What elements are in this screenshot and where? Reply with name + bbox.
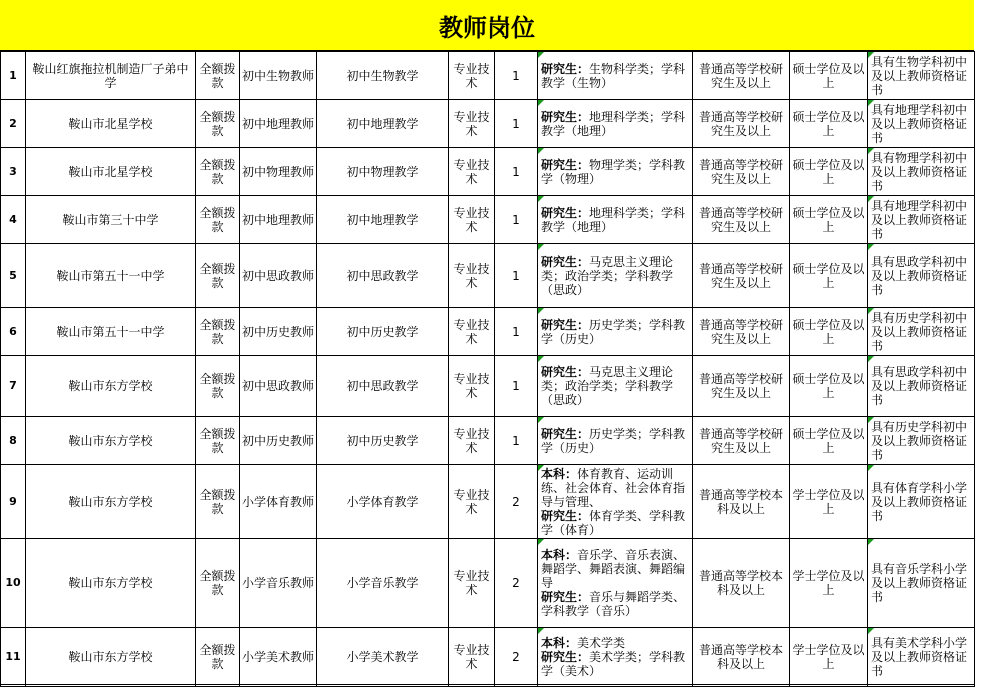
- post-cell: 小学美术教师: [240, 628, 317, 687]
- post-cell: 初中地理教师: [240, 196, 317, 244]
- subject-cell: 初中生物教学: [317, 52, 449, 100]
- count-cell: 1: [495, 100, 538, 148]
- certificate-cell: 具有地理学科初中及以上教师资格证书: [868, 100, 975, 148]
- table-row: [1, 539, 975, 628]
- certificate-cell: 具有历史学科初中及以上教师资格证书: [868, 308, 975, 356]
- degree-cell: 硕士学位及以上: [790, 356, 868, 417]
- funding-cell: 全额拨款: [196, 539, 240, 628]
- major-list: 生物科学类；学科教学（生物）: [541, 61, 686, 90]
- education-cell: 普通高等学校研究生及以上: [693, 308, 790, 356]
- degree-cell: 硕士学位及以上: [790, 417, 868, 465]
- degree-level-label: 研究生：: [541, 205, 590, 220]
- education-cell: 普通高等学校研究生及以上: [693, 100, 790, 148]
- count-cell: 2: [495, 465, 538, 539]
- certificate-cell: 具有思政学科初中及以上教师资格证书: [868, 356, 975, 417]
- row-number: 6: [1, 308, 26, 356]
- count-cell: 1: [495, 52, 538, 100]
- funding-cell: 全额拨款: [196, 148, 240, 196]
- subject-cell: 初中历史教学: [317, 308, 449, 356]
- funding-cell: 全额拨款: [196, 465, 240, 539]
- major-requirement-cell: [538, 356, 693, 417]
- education-cell: 普通高等学校研究生及以上: [693, 417, 790, 465]
- major-list: 地理科学类；学科教学（地理）: [541, 109, 686, 138]
- school-cell: 鞍山市东方学校: [26, 356, 196, 417]
- count-cell: 1: [495, 196, 538, 244]
- subject-cell: 初中地理教学: [317, 100, 449, 148]
- education-cell: 普通高等学校研究生及以上: [693, 244, 790, 308]
- funding-cell: 全额拨款: [196, 100, 240, 148]
- major-requirement-cell: [538, 465, 693, 539]
- degree-level-label: 研究生：: [541, 590, 590, 604]
- funding-cell: 全额拨款: [196, 308, 240, 356]
- major-list: 历史学类；学科教学（历史）: [541, 317, 686, 346]
- major-list: 物理学类；学科教学（物理）: [541, 157, 686, 186]
- education-cell: 普通高等学校研究生及以上: [693, 356, 790, 417]
- funding-cell: 全额拨款: [196, 244, 240, 308]
- funding-cell: 全额拨款: [196, 628, 240, 687]
- degree-level-label: 本科：: [541, 636, 578, 650]
- row-number: 4: [1, 196, 26, 244]
- sheet-title: 教师岗位: [0, 0, 974, 51]
- post-cell: 小学音乐教师: [240, 539, 317, 628]
- post-type-cell: 专业技术: [449, 244, 495, 308]
- post-cell: 初中思政教师: [240, 356, 317, 417]
- count-cell: 1: [495, 356, 538, 417]
- certificate-cell: 具有地理学科初中及以上教师资格证书: [868, 196, 975, 244]
- education-cell: 普通高等学校研究生及以上: [693, 148, 790, 196]
- funding-cell: 全额拨款: [196, 196, 240, 244]
- post-type-cell: 专业技术: [449, 465, 495, 539]
- subject-cell: 初中思政教学: [317, 244, 449, 308]
- degree-level-label: 研究生：: [541, 157, 590, 172]
- table-row: [1, 628, 975, 687]
- education-cell: 普通高等学校本科及以上: [693, 539, 790, 628]
- row-number: 11: [1, 628, 26, 687]
- post-type-cell: 专业技术: [449, 356, 495, 417]
- school-cell: 鞍山市东方学校: [26, 539, 196, 628]
- major-requirement-cell: [538, 628, 693, 687]
- degree-cell: 学士学位及以上: [790, 628, 868, 687]
- school-cell: 鞍山市东方学校: [26, 628, 196, 687]
- next-row-edge: [0, 684, 974, 689]
- count-cell: 1: [495, 244, 538, 308]
- post-type-cell: 专业技术: [449, 52, 495, 100]
- major-requirement-cell: [538, 52, 693, 100]
- degree-level-label: 研究生：: [541, 426, 590, 441]
- post-cell: 小学体育教师: [240, 465, 317, 539]
- subject-cell: 初中地理教学: [317, 196, 449, 244]
- school-cell: 鞍山市第三十中学: [26, 196, 196, 244]
- table-row: [1, 465, 975, 539]
- school-cell: 鞍山市东方学校: [26, 417, 196, 465]
- post-cell: 初中历史教师: [240, 308, 317, 356]
- education-cell: 普通高等学校本科及以上: [693, 465, 790, 539]
- table-row: [1, 244, 975, 308]
- table-row: [1, 356, 975, 417]
- row-number: 3: [1, 148, 26, 196]
- certificate-cell: 具有美术学科小学及以上教师资格证书: [868, 628, 975, 687]
- major-list: 体育教育、运动训练、社会体育、社会体育指导与管理、: [541, 466, 686, 509]
- subject-cell: 初中物理教学: [317, 148, 449, 196]
- post-type-cell: 专业技术: [449, 628, 495, 687]
- degree-cell: 硕士学位及以上: [790, 308, 868, 356]
- post-cell: 初中生物教师: [240, 52, 317, 100]
- certificate-cell: 具有音乐学科小学及以上教师资格证书: [868, 539, 975, 628]
- school-cell: 鞍山市北星学校: [26, 148, 196, 196]
- degree-level-label: 研究生：: [541, 61, 590, 76]
- count-cell: 1: [495, 417, 538, 465]
- school-cell: 鞍山市第五十一中学: [26, 308, 196, 356]
- funding-cell: 全额拨款: [196, 356, 240, 417]
- row-number: 7: [1, 356, 26, 417]
- major-list: 音乐与舞蹈学类、学科教学（音乐）: [541, 590, 686, 618]
- certificate-cell: 具有思政学科初中及以上教师资格证书: [868, 244, 975, 308]
- table-row: [1, 52, 975, 100]
- positions-table: [0, 51, 975, 687]
- table-row: [1, 308, 975, 356]
- certificate-cell: 具有生物学科初中及以上教师资格证书: [868, 52, 975, 100]
- post-cell: 初中历史教师: [240, 417, 317, 465]
- degree-level-label: 研究生：: [541, 109, 590, 124]
- count-cell: 1: [495, 308, 538, 356]
- education-cell: 普通高等学校研究生及以上: [693, 52, 790, 100]
- funding-cell: 全额拨款: [196, 417, 240, 465]
- degree-level-label: 研究生：: [541, 508, 590, 523]
- post-cell: 初中物理教师: [240, 148, 317, 196]
- post-type-cell: 专业技术: [449, 539, 495, 628]
- table-row: [1, 196, 975, 244]
- degree-cell: 硕士学位及以上: [790, 52, 868, 100]
- row-number: 5: [1, 244, 26, 308]
- school-cell: 鞍山红旗拖拉机制造厂子弟中学: [26, 52, 196, 100]
- school-cell: 鞍山市东方学校: [26, 465, 196, 539]
- post-type-cell: 专业技术: [449, 417, 495, 465]
- major-requirement-cell: [538, 148, 693, 196]
- count-cell: 2: [495, 628, 538, 687]
- post-type-cell: 专业技术: [449, 308, 495, 356]
- major-requirement-cell: [538, 539, 693, 628]
- row-number: 2: [1, 100, 26, 148]
- major-requirement-cell: [538, 308, 693, 356]
- degree-level-label: 本科：: [541, 548, 578, 562]
- row-number: 9: [1, 465, 26, 539]
- major-list: 地理科学类；学科教学（地理）: [541, 205, 686, 234]
- post-cell: 初中地理教师: [240, 100, 317, 148]
- major-list: 美术学类；学科教学（美术）: [541, 650, 686, 678]
- degree-cell: 学士学位及以上: [790, 539, 868, 628]
- row-number: 10: [1, 539, 26, 628]
- table-row: [1, 148, 975, 196]
- certificate-cell: 具有历史学科初中及以上教师资格证书: [868, 417, 975, 465]
- certificate-cell: 具有体育学科小学及以上教师资格证书: [868, 465, 975, 539]
- degree-cell: 学士学位及以上: [790, 465, 868, 539]
- post-type-cell: 专业技术: [449, 148, 495, 196]
- subject-cell: 小学音乐教学: [317, 539, 449, 628]
- school-cell: 鞍山市第五十一中学: [26, 244, 196, 308]
- major-list: 美术学类: [577, 636, 626, 650]
- major-requirement-cell: [538, 100, 693, 148]
- degree-level-label: 研究生：: [541, 254, 590, 269]
- row-number: 8: [1, 417, 26, 465]
- table-row: [1, 417, 975, 465]
- school-cell: 鞍山市北星学校: [26, 100, 196, 148]
- subject-cell: 初中思政教学: [317, 356, 449, 417]
- post-cell: 初中思政教师: [240, 244, 317, 308]
- major-list: 历史学类；学科教学（历史）: [541, 426, 686, 455]
- subject-cell: 初中历史教学: [317, 417, 449, 465]
- education-cell: 普通高等学校研究生及以上: [693, 196, 790, 244]
- major-requirement-cell: [538, 244, 693, 308]
- degree-cell: 硕士学位及以上: [790, 244, 868, 308]
- subject-cell: 小学体育教学: [317, 465, 449, 539]
- degree-level-label: 研究生：: [541, 650, 590, 664]
- certificate-cell: 具有物理学科初中及以上教师资格证书: [868, 148, 975, 196]
- degree-level-label: 本科：: [541, 466, 578, 481]
- funding-cell: 全额拨款: [196, 52, 240, 100]
- post-type-cell: 专业技术: [449, 196, 495, 244]
- major-requirement-cell: [538, 417, 693, 465]
- degree-cell: 硕士学位及以上: [790, 100, 868, 148]
- major-list: 体育学类、学科教学（体育）: [541, 508, 686, 537]
- education-cell: 普通高等学校本科及以上: [693, 628, 790, 687]
- degree-level-label: 研究生：: [541, 365, 590, 379]
- major-requirement-cell: [538, 196, 693, 244]
- table-row: [1, 100, 975, 148]
- major-list: 音乐学、音乐表演、舞蹈学、舞蹈表演、舞蹈编导: [541, 548, 686, 590]
- count-cell: 2: [495, 539, 538, 628]
- subject-cell: 小学美术教学: [317, 628, 449, 687]
- count-cell: 1: [495, 148, 538, 196]
- major-list: 马克思主义理论类；政治学类；学科教学（思政）: [541, 254, 674, 297]
- row-number: 1: [1, 52, 26, 100]
- degree-level-label: 研究生：: [541, 317, 590, 332]
- degree-cell: 硕士学位及以上: [790, 148, 868, 196]
- post-type-cell: 专业技术: [449, 100, 495, 148]
- degree-cell: 硕士学位及以上: [790, 196, 868, 244]
- major-list: 马克思主义理论类；政治学类；学科教学（思政）: [541, 365, 674, 407]
